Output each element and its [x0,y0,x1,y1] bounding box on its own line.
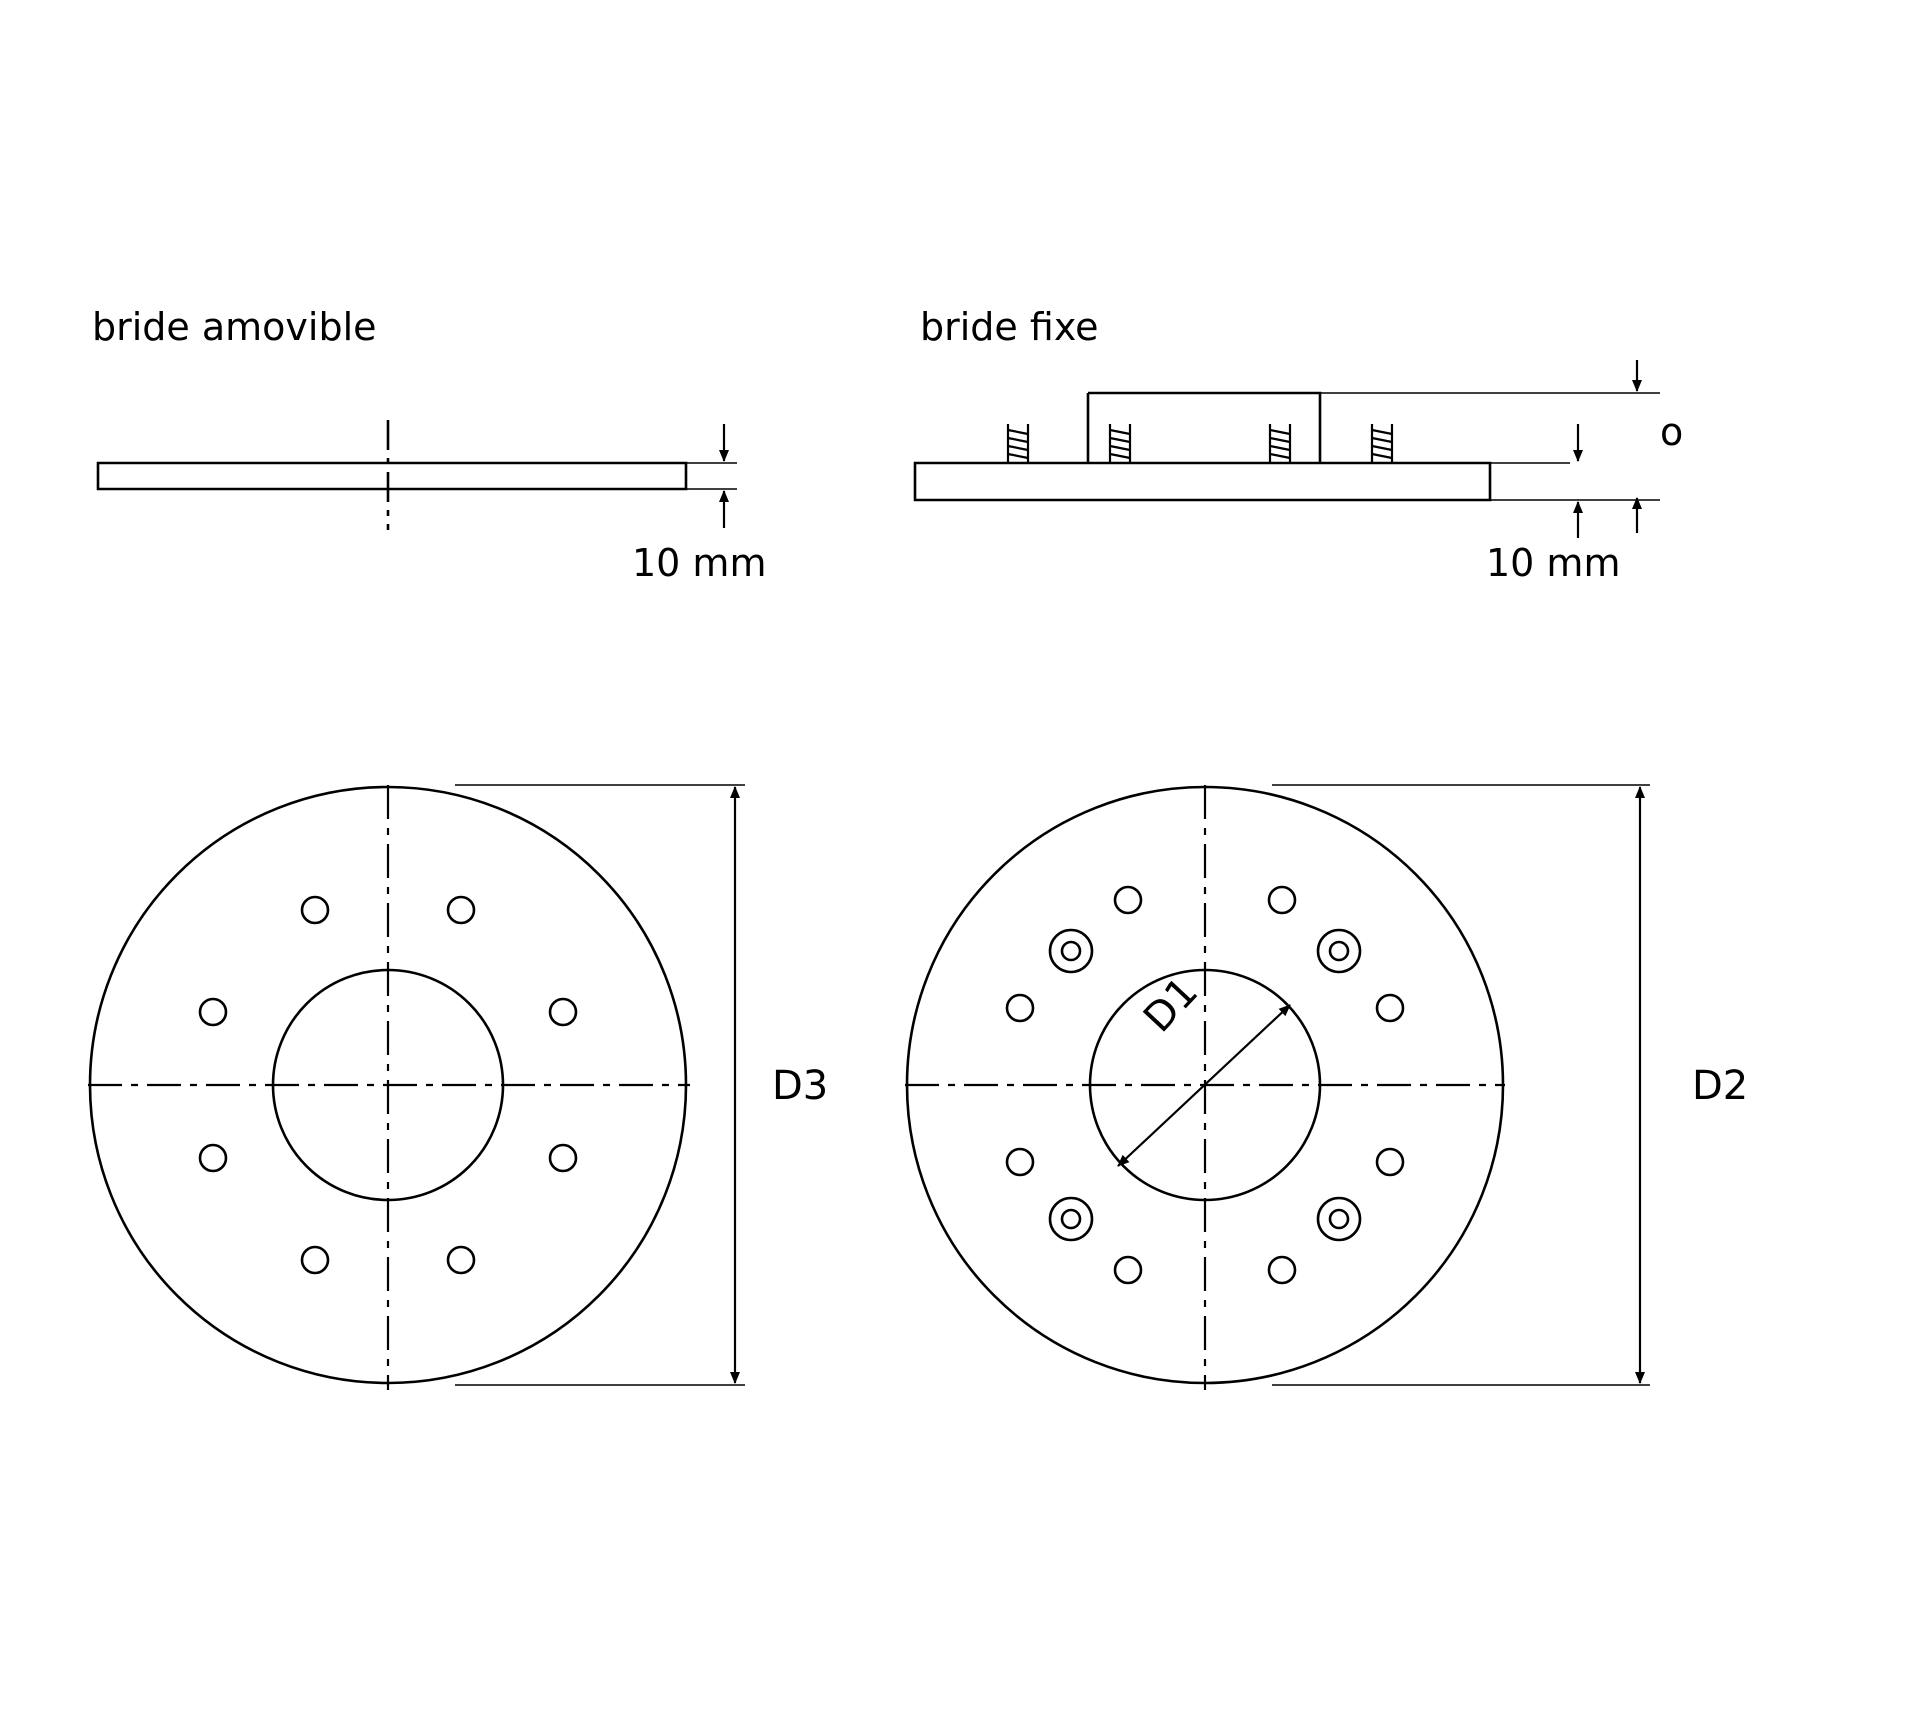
right-elevation-studs [1008,424,1392,463]
left-elevation-plate [98,463,686,489]
d2-label: D2 [1692,1063,1749,1109]
d1-label: D1 [1135,968,1208,1042]
right-elevation-plate [915,393,1490,500]
left-view-title: bride amovible [92,305,377,349]
left-thickness-label: 10 mm [632,541,767,585]
d3-label: D3 [772,1063,829,1109]
right-thickness-label: 10 mm [1486,541,1621,585]
right-height-label: o [1660,410,1684,454]
right-view-title: bride fixe [920,305,1099,349]
left-thickness-dimension [686,424,737,528]
right-plan-centerlines [905,785,1505,1390]
